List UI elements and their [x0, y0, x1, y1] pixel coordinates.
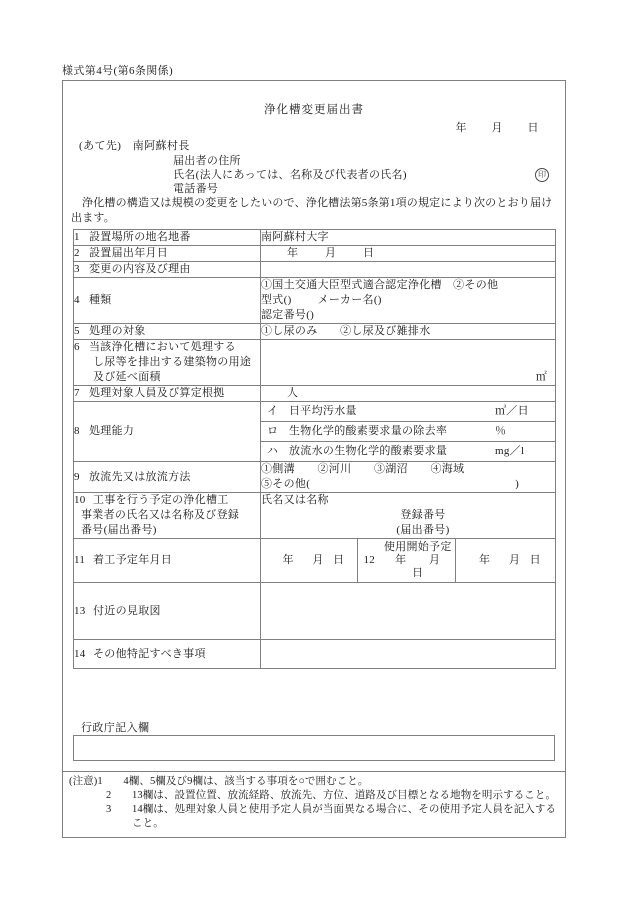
- capacity-text-2: 放流水の生物化学的酸素要求量: [289, 445, 448, 457]
- row-13-number: 13: [74, 604, 86, 617]
- date-month-label: 月: [491, 122, 503, 134]
- table-row: [74, 324, 556, 340]
- row-4-cert-close: ): [310, 309, 315, 321]
- capacity-mark-2: ハ: [267, 445, 279, 457]
- row-13-label-cell: [74, 583, 261, 640]
- submitter-block: [173, 154, 407, 196]
- row-13-value-cell[interactable]: [261, 583, 556, 640]
- row-6-unit: ㎡: [535, 371, 547, 383]
- row-7-value-cell[interactable]: [261, 386, 556, 402]
- row-14-number: 14: [74, 647, 86, 660]
- row-4-line3: [261, 308, 555, 323]
- start-dates-subtable: [261, 539, 555, 582]
- row-8-label: 処理能力: [89, 425, 135, 437]
- row-8-value-cell: [261, 402, 556, 462]
- row-4-line2: [261, 293, 555, 308]
- table-row: [74, 340, 556, 386]
- form-outer-frame: [62, 80, 566, 772]
- row-10-value-3: (届出番号): [396, 524, 450, 536]
- capacity-text-0: 日平均汚水量: [283, 402, 489, 422]
- row-12-number: 12: [363, 554, 376, 566]
- row-11-day-label: 日: [333, 554, 345, 566]
- capacity-text-1: 生物化学的酸素要求量の除去率: [283, 422, 489, 442]
- table-row: [74, 230, 556, 246]
- note-2-number: 2: [106, 790, 112, 801]
- row-14-label: その他特記すべき事項: [93, 647, 206, 660]
- row-9-number: 9: [74, 470, 80, 483]
- row-6-line3: [74, 370, 260, 385]
- seal-icon: 印: [535, 168, 549, 182]
- row-11-label: 着工予定年月日: [93, 554, 173, 566]
- row-2-label-cell: [74, 246, 261, 262]
- submitter-phone-label: 電話番号: [173, 183, 219, 195]
- row-10-line1: [74, 493, 260, 508]
- row-2-month-label: 月: [325, 247, 337, 259]
- row-12-day-label: 日: [529, 554, 541, 566]
- row-4-label: 種類: [89, 294, 112, 306]
- row-11-month-label: 月: [312, 554, 324, 566]
- row-7-number: 7: [74, 387, 80, 399]
- row-11-12-cell: [261, 539, 556, 583]
- row-5-value-cell[interactable]: [261, 324, 556, 340]
- row-9-label: 放流先又は放流方法: [89, 470, 191, 483]
- date-year-label: 年: [455, 122, 467, 134]
- row-6-label-3: 及び延べ面積: [93, 371, 161, 383]
- row-2-label: 設置届出年月日: [89, 247, 169, 259]
- page-title: 浄化槽変更届出書: [264, 104, 364, 116]
- note-1-text: 4欄、5欄及び9欄は、該当する事項を○で囲むこと。: [123, 776, 369, 787]
- row-7-label: 処理対象人員及び算定根拠: [89, 387, 225, 399]
- note-3-text: 14欄は、処理対象人員と使用予定人員が当面異なる場合に、その使用予定人員を記入すること。: [132, 804, 557, 829]
- form-number: 様式第4号(第6条関係): [62, 65, 174, 77]
- table-row: [74, 246, 556, 262]
- row-2-day-label: 日: [363, 247, 375, 259]
- row-10-line3: [74, 523, 260, 538]
- table-row: [74, 386, 556, 402]
- note-item: [69, 775, 557, 789]
- capacity-unit-0: ㎥／日: [489, 402, 555, 422]
- row-9-other-label: ⑤その他(: [261, 478, 311, 490]
- date-day-label: 日: [527, 122, 539, 134]
- note-2-text: 13欄は、設置位置、放流経路、放流先、方位、道路及び目標となる地物を明示すること。: [132, 790, 557, 801]
- table-row: [74, 493, 556, 539]
- note-item: [69, 803, 557, 831]
- row-2-number: 2: [74, 247, 80, 259]
- capacity-unit-1: ％: [489, 422, 555, 442]
- row-1-label: 設置場所の地名地番: [89, 231, 191, 243]
- row-9-value-cell[interactable]: [261, 462, 556, 493]
- submitter-address-label: 届出者の住所: [173, 155, 241, 167]
- row-9-line1: ①側溝 ②河川 ③湖沼 ④海域: [261, 463, 465, 475]
- row-10-label-3: 番号(届出番号): [81, 524, 157, 536]
- row-3-label-cell: [74, 262, 261, 278]
- row-11-label-cell: [74, 539, 261, 583]
- capacity-unit-2: mg／l: [495, 445, 525, 457]
- table-row: [74, 462, 556, 493]
- capacity-mark-0: イ: [261, 402, 283, 422]
- admin-section-label: 行政庁記入欄: [81, 722, 150, 734]
- row-12-number-cell: [357, 539, 381, 582]
- row-3-label: 変更の内容及び理由: [89, 263, 191, 275]
- row-10-label-cell: [74, 493, 261, 539]
- row-3-number: 3: [74, 263, 80, 275]
- row-10-number: 10: [74, 494, 86, 506]
- notes-lead: (注意): [69, 776, 98, 787]
- row-6-label-2: し尿等を排出する建築物の用途: [93, 356, 252, 368]
- row-1-value-cell[interactable]: [261, 230, 556, 246]
- row-12-label-2: 年 月 日: [395, 554, 463, 579]
- row-4-number: 4: [74, 294, 80, 306]
- row-4-cert-label: 認定番号(: [261, 309, 311, 321]
- row-9-line2: [261, 477, 555, 492]
- row-10-label-1: 工事を行う予定の浄化槽工: [93, 494, 229, 506]
- row-12-date-cell[interactable]: [455, 539, 555, 582]
- row-3-value-cell[interactable]: [261, 262, 556, 278]
- row-14-label-cell: [74, 640, 261, 669]
- intro-paragraph: 浄化槽の構造又は規模の変更をしたいので、浄化槽法第5条第1項の規定により次のとおり届け出ます。: [71, 197, 553, 224]
- row-11-number: 11: [74, 554, 86, 566]
- row-10-value-2: 登録番号: [400, 509, 446, 521]
- submission-date-line: [456, 119, 540, 135]
- submitter-name-label: 氏名(法人にあっては、名称及び代表者の氏名): [173, 169, 407, 181]
- capacity-mark-1: ロ: [261, 422, 283, 442]
- row-7-unit: 人: [287, 387, 299, 399]
- row-4-type-label: 型式(: [261, 294, 288, 306]
- row-13-label: 付近の見取図: [93, 604, 161, 617]
- capacity-row[interactable]: [261, 442, 555, 462]
- date-row: [261, 539, 555, 582]
- table-row: [74, 539, 556, 583]
- row-14-value-cell[interactable]: [261, 640, 556, 669]
- admin-input-box[interactable]: [73, 735, 555, 761]
- row-9-other-close: ): [515, 478, 520, 490]
- row-1-label-cell: [74, 230, 261, 246]
- table-row: [74, 583, 556, 640]
- table-row: [74, 278, 556, 324]
- notes-section: [62, 772, 566, 838]
- capacity-row[interactable]: [261, 422, 555, 442]
- row-4-value-cell[interactable]: [261, 278, 556, 324]
- row-4-maker-label: メーカー名(: [317, 294, 378, 306]
- row-6-value-cell[interactable]: [261, 340, 556, 386]
- row-4-type-close: ): [287, 294, 292, 306]
- row-6-line1: [74, 340, 260, 355]
- row-10-label-2: 事業者の氏名又は名称及び登録: [81, 509, 240, 521]
- note-1-number: 1: [97, 776, 103, 787]
- row-12-year-label: 年: [478, 554, 491, 566]
- row-11-date-cell[interactable]: [261, 539, 357, 582]
- row-2-value-cell[interactable]: [261, 246, 556, 262]
- row-10-line2: [74, 508, 260, 523]
- row-10-value-cell[interactable]: [261, 493, 556, 539]
- row-12-label-cell: [381, 539, 463, 582]
- row-5-label-cell: [74, 324, 261, 340]
- row-6-label-cell: [74, 340, 261, 386]
- table-row: [74, 402, 556, 462]
- capacity-subtable: [261, 402, 555, 461]
- row-6-line2: [74, 355, 260, 370]
- table-row: [74, 262, 556, 278]
- row-2-year-label: 年: [287, 247, 299, 259]
- form-table: [73, 229, 556, 669]
- row-2-date: [261, 247, 374, 259]
- seal-mark: [535, 168, 549, 182]
- capacity-row[interactable]: [261, 402, 555, 422]
- row-12-label-1: 使用開始予定: [383, 541, 452, 553]
- row-7-label-cell: [74, 386, 261, 402]
- row-8-number: 8: [74, 425, 80, 437]
- row-1-number: 1: [74, 231, 80, 243]
- note-3-number: 3: [106, 804, 112, 815]
- row-6-label-1: 当該浄化槽において処理する: [89, 341, 236, 353]
- row-4-label-cell: [74, 278, 261, 324]
- row-5-label: 処理の対象: [89, 325, 146, 337]
- row-4-line1: ①国土交通大臣型式適合認定浄化槽 ②その他: [261, 279, 499, 291]
- table-row: [74, 640, 556, 669]
- row-5-value: ①し尿のみ ②し尿及び雑排水: [261, 325, 431, 337]
- row-4-maker-close: ): [377, 294, 382, 306]
- row-9-label-cell: [74, 462, 261, 493]
- row-1-value: 南阿蘇村大字: [261, 231, 329, 243]
- row-12-month-label: 月: [508, 554, 521, 566]
- addressee: (あて先) 南阿蘇村長: [79, 140, 190, 152]
- row-5-number: 5: [74, 325, 80, 337]
- row-10-value-1: 氏名又は名称: [261, 494, 329, 506]
- note-item: [69, 789, 557, 803]
- row-6-number: 6: [74, 341, 80, 353]
- row-8-label-cell: [74, 402, 261, 462]
- row-11-year-label: 年: [282, 554, 294, 566]
